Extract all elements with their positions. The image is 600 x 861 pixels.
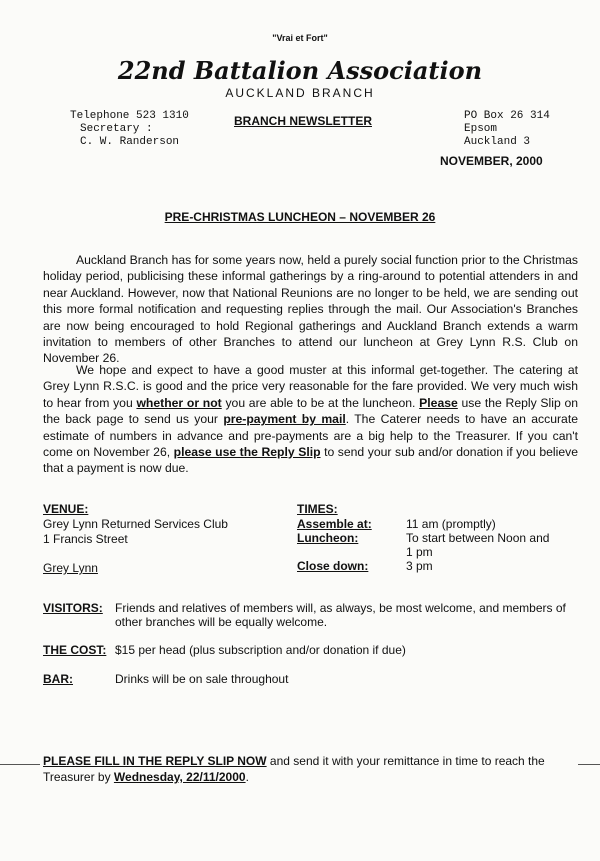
reply-slip-now-emphasis: PLEASE FILL IN THE REPLY SLIP NOW <box>43 754 267 768</box>
bar-text: Drinks will be on sale throughout <box>115 672 289 686</box>
luncheon-heading: PRE-CHRISTMAS LUNCHEON – NOVEMBER 26 <box>164 210 436 224</box>
cost-label: THE COST: <box>43 643 107 657</box>
luncheon-time-1: To start between Noon and <box>406 531 550 545</box>
assemble-time: 11 am (promptly) <box>406 517 496 531</box>
close-label: Close down: <box>297 559 369 573</box>
telephone-line <box>70 110 189 122</box>
venue-line-3: Grey Lynn <box>43 561 98 575</box>
visitors-line-2: other branches will be equally welcome. <box>115 615 328 629</box>
newsletter-date: NOVEMBER, 2000 <box>440 154 543 168</box>
bar-label: BAR: <box>43 672 73 686</box>
prepayment-emphasis: pre-payment by mail <box>223 412 346 427</box>
visitors-line-1: Friends and relatives of members will, as always, be most welcome, and members of <box>115 601 566 615</box>
branch-name: AUCKLAND BRANCH <box>225 86 375 100</box>
association-title: 22nd Battalion Association <box>117 56 483 85</box>
secretary-name: C. W. Randerson <box>80 136 180 148</box>
reply-slip-emphasis: please use the Reply Slip <box>173 445 321 460</box>
margin-rule-left <box>0 764 40 765</box>
deadline-date: Wednesday, 22/11/2000 <box>113 770 246 784</box>
motto: "Vrai et Fort" <box>272 33 328 43</box>
visitors-label: VISITORS: <box>43 601 103 615</box>
please-emphasis: Please <box>419 395 458 410</box>
footer-reminder: PLEASE FILL IN THE REPLY SLIP NOW and send it with your remittance in time to reach the Treasurer by Wednesday, 22/11/2000. <box>43 754 545 784</box>
times-label: TIMES: <box>297 502 338 516</box>
details-paragraph: We hope and expect to have a good muster at this informal get-together. The catering at Grey Lynn R.S.C. is good and the price very reasonable for the fare provided. We very much wish to hear from you whether or not you are able to be at the luncheon. Please use the Reply Slip on the back page to send us your pre-payment by mail. The Caterer needs to have an accurate estimate of numbers in advance and pre-payments are a big help to the Treasurer. If you can't come on November 26, please use the Reply Slip to send your sub and/or donation if you believe that a payment is now due. <box>43 363 578 476</box>
venue-label: VENUE: <box>43 502 89 516</box>
whether-or-not-emphasis: whether or not <box>136 395 222 410</box>
telephone-label: Telephone <box>70 110 130 122</box>
secretary-label: Secretary : <box>80 123 153 135</box>
venue-line-1: Grey Lynn Returned Services Club <box>43 517 228 531</box>
luncheon-time-2: 1 pm <box>406 545 433 559</box>
newsletter-label: BRANCH NEWSLETTER <box>234 114 372 128</box>
address-line-3: Auckland 3 <box>464 136 531 148</box>
address-line-1: PO Box 26 314 <box>464 110 550 122</box>
telephone-number: 523 1310 <box>136 110 189 122</box>
close-time: 3 pm <box>406 559 433 573</box>
margin-rule-right <box>578 764 600 765</box>
assemble-label: Assemble at: <box>297 517 372 531</box>
cost-text: $15 per head (plus subscription and/or donation if due) <box>115 643 406 657</box>
luncheon-label: Luncheon: <box>297 531 359 545</box>
venue-line-2: 1 Francis Street <box>43 532 128 546</box>
address-line-2: Epsom <box>464 123 498 135</box>
intro-paragraph: Auckland Branch has for some years now, held a purely social function prior to the Christmas holiday period, publicising these informal gatherings by a ring-around to potential attenders in and near Auckland. However, now that National Reunions are no longer to be held, we are sending out this more formal notification and requesting replies through the mail. Our Association's Branches are now being encouraged to hold Regional gatherings and Auckland Branch extends a warm invitation to members of other Branches to attend our luncheon at Grey Lynn R.S. Club on November 26. <box>43 253 578 366</box>
